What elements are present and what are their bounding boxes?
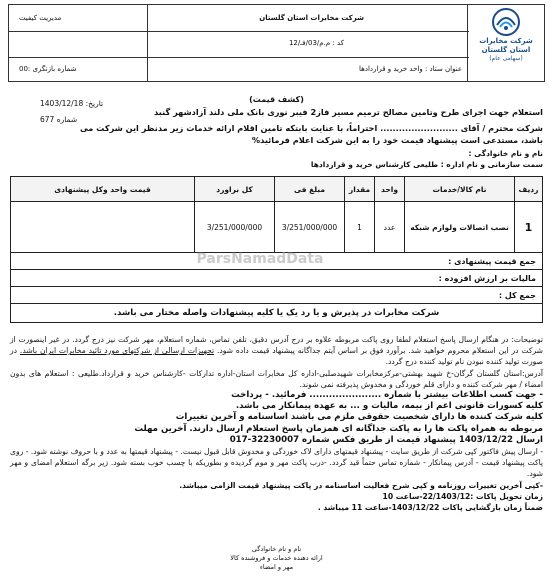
col-header-name: نام کالا/خدمات <box>404 177 514 201</box>
letter-date: تاریخ: 1403/12/18 <box>40 99 104 108</box>
signature-stamp-label: مهر و امضاء <box>259 563 294 571</box>
signature-provider-label: ارائه دهنده خدمات و فروشنده کالا <box>230 554 323 562</box>
col-header-unit: واحد <box>374 177 404 201</box>
document-header <box>8 4 545 82</box>
vat-row: مالیات بر ارزش افزوده : <box>11 270 542 287</box>
note-required-docs: -کپی آخرین تغییرات روزنامه و کپی شرح فعالیت اساسنامه در پاکت پیشنهاد قیمت الزامی میباشد. <box>179 480 543 490</box>
note-fax: ارسال 1403/12/22 پیشنهاد قیمت از طریق فکس شماره 32230007-017 <box>229 434 543 445</box>
table-header-row <box>11 177 542 202</box>
rights-note-row: شرکت مخابرات در پذیرش و یا رد یک یا کلیه پیشنهادات واصله مختار می باشد. <box>113 308 440 318</box>
contact-position: سمت سازمانی و نام اداره : طلیعی کارشناس خرید و قراردادها <box>310 160 543 169</box>
table-row <box>11 202 542 253</box>
cell-qty: 1 <box>344 202 374 252</box>
logo-subtext: (سهامی عام) <box>489 55 523 62</box>
notes-section <box>10 334 543 513</box>
note-deductions: کلیه کسورات قانونی اعم از بیمه، مالیات و ... به عهده پیمانکار می باشد. <box>235 401 543 412</box>
cell-unit-price: 3/251/000/000 <box>274 202 344 252</box>
quality-label: مدیریت کیفیت <box>19 14 62 22</box>
inquiry-addressee: شرکت محترم / آقای ......................... احتراماً، با عنایت بابتکه تامین اقلام ارائه خدمات زیر مدنظر این شرکت می <box>79 123 543 133</box>
note-opening-time: ضمناً زمان بازگشایی پاکات 1403/12/22-ساعت 11 میباشد . <box>317 503 543 513</box>
col-header-row: ردیف <box>514 177 542 201</box>
letter-number: شماره 677 <box>40 115 78 124</box>
telecom-logo-icon <box>491 7 521 37</box>
unit-title: عنوان ستاد : واحد خرید و قراردادها <box>359 65 462 73</box>
note-submission-rules: - ارسال پیش فاکتور کپی شرکت از طریق سایت - پیشنهاد قیمتهای دارای لاک خوردگی و مخدوش قابل قبول نیست. - پیشنهاد قیمتها به عدد و با حروف نوشته شود. - روی پاکت پیشنهاد قیمت - آدرس پیمانکار - شماره تماس حتماً قید گردد. -درب پاکت مهر و موم گردیده و بطوریکه با چسب خوب بسته شود. زیر برگه استعلام امضای و مهر شود. <box>10 447 543 479</box>
logo-text: شرکت مخابرات استان گلستان <box>479 37 533 54</box>
inquiry-request: باشد، مستدعی است پیشنهاد قیمت خود را به این شرکت اعلام فرمائید% <box>251 135 543 145</box>
cell-row-number: 1 <box>514 202 542 252</box>
form-code: کد : م.م/03/فـ/12 <box>288 39 344 47</box>
col-header-unit-price: مبلغ فی <box>274 177 344 201</box>
cell-vendor-price[interactable] <box>11 202 194 252</box>
inquiry-subject: استعلام جهت اجرای طرح وتامین مصالح ترمیم مسیر فاز2 فیبر نوری بانک ملی دلند آزادشهر گنبد <box>154 107 543 117</box>
cell-total: 3/251/000/000 <box>194 202 274 252</box>
items-table <box>10 176 543 323</box>
note-deadline: مربوطه به همراه پاکت ها را به پاکت جداگانه ای همزمان پاسخ استعلام ارسال دارند. آخرین مهلت <box>134 423 543 434</box>
note-legal-entities: کلیه شرکت کننده ها دارای شخصیت حقوقی ملزم می باشند اساسنامه و آخرین تغییرات <box>175 412 543 423</box>
signature-name-label: نام و نام خانوادگی <box>251 545 302 553</box>
grand-total-row: جمع کل : <box>11 287 542 304</box>
note-instructions: توضیحات: در هنگام ارسال پاسخ استعلام لطفا روی پاکت مربوطه علاوه بر درج آدرس دقیق، تلفن تماس، شماره استعلام، مهر شرکت نیز درج گردد. در غیر اینصورت از شرکت در این استعلام محروم خواهید شد. برآورد فوق بر اساس آیتم جداگانه پیشنهاد قیمت داده شود. تجهیزات ارسالی از شرکتهای مورد تائید مخابرات ایران باشد. در صورت تولید کننده نبودن نام تولید کننده درج گردد. <box>10 335 544 367</box>
col-header-qty: مقدار <box>344 177 374 201</box>
note-delivery-time: زمان تحویل پاکات :22/1403/12-ساعت 10 <box>382 491 543 501</box>
company-logo <box>470 7 542 69</box>
company-name: شرکت مخابرات استان گلستان <box>259 14 364 22</box>
revision-number: شماره بازنگری :00 <box>19 65 77 73</box>
col-header-total: کل براورد <box>194 177 274 201</box>
sum-row: جمع قیمت پیشنهادی : <box>11 253 542 270</box>
note-address: آدرس:استان گلستان گرگان-خ شهید بهشتی-مرکزمخابرات شهیدصلبی-اداره کل مخابرات استان-اداره تدارکات -کارشناس خرید و قرارداد.طلیعی : استعلام های بدون امضاء / مهر شرکت کننده و دارای قلم خوردگی و مخدوش پذیرفته نمی شوند. <box>10 368 543 389</box>
watermark: ParsNamadData <box>196 251 324 267</box>
page-title: (کشف قیمت) <box>249 95 304 104</box>
contact-name-label: نام و نام خانوادگی : <box>468 149 543 158</box>
signature-block <box>0 545 553 572</box>
note-info: - جهت کسب اطلاعات بیشتر با شماره ...................... فرمائید. - پرداخت <box>231 390 543 401</box>
col-header-vendor-price: قیمت واحد وکل پیشنهادی <box>11 177 194 201</box>
cell-item-name: نصب اتصالات ولوازم شبکه <box>404 202 514 252</box>
cell-unit: عدد <box>374 202 404 252</box>
